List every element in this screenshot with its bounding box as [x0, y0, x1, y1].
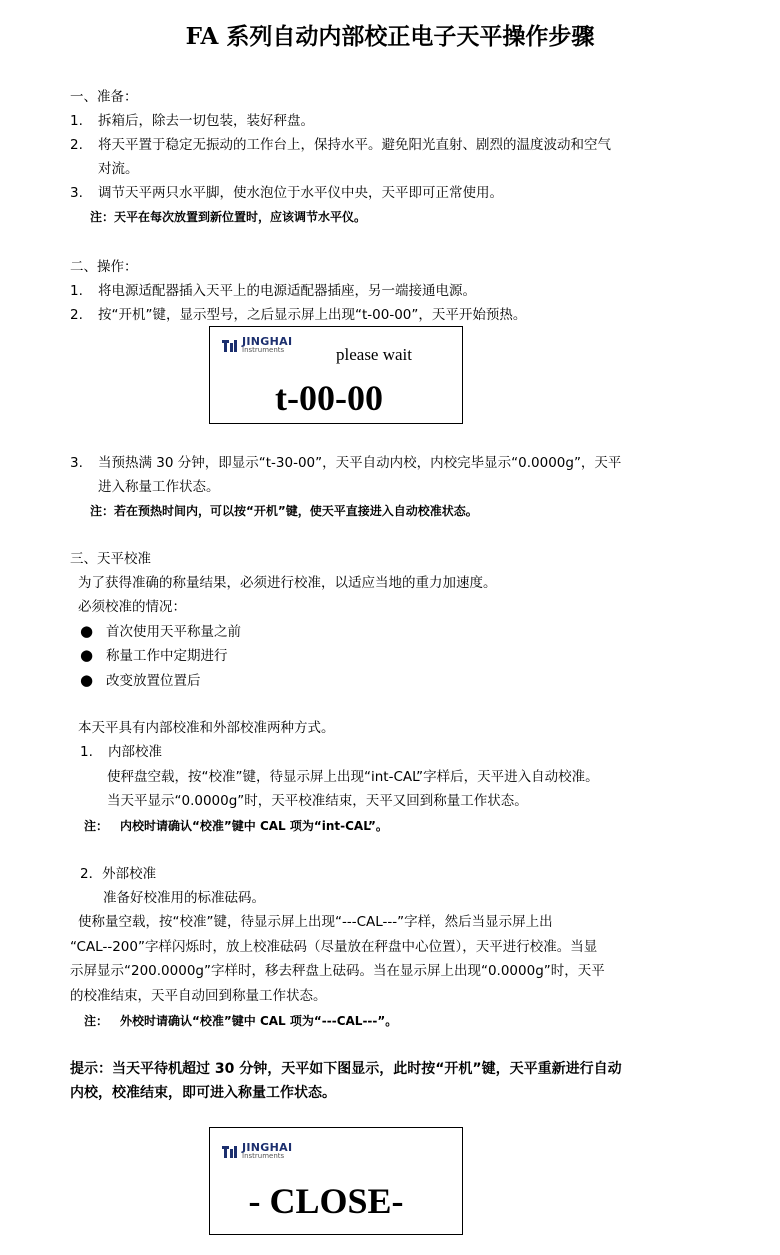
note: 注： 外校时请确认“校准”键中 CAL 项为“---CAL---”。	[84, 1014, 398, 1028]
list-item-continued: 进入称量工作状态。	[98, 479, 220, 495]
paragraph: 示屏显示“200.0000g”字样时，移去秤盘上砝码。当在显示屏上出现“0.0000g”时，天平	[70, 963, 605, 979]
bullet-icon: ●	[80, 646, 94, 664]
bullet-icon: ●	[80, 671, 94, 689]
paragraph: 使秤盘空载，按“校准”键，待显示屏上出现“int-CAL”字样后，天平进入自动校准。	[107, 769, 599, 785]
balance-display-panel-close	[209, 1127, 463, 1235]
list-item: 3. 当预热满 30 分钟，即显示“t-30-00”，天平自动内校，内校完毕显示“0.0000g”，天平	[70, 455, 622, 471]
brand-logo	[222, 1143, 292, 1161]
list-item: 3. 调节天平两只水平脚，使水泡位于水平仪中央，天平即可正常使用。	[70, 185, 503, 201]
display-message: please wait	[336, 345, 412, 364]
bullet-icon: ●	[80, 622, 94, 640]
display-reading: - CLOSE-	[248, 1181, 404, 1221]
paragraph: 使称量空载，按“校准”键，待显示屏上出现“---CAL---”字样，然后当显示屏上出	[78, 914, 553, 930]
note: 注：天平在每次放置到新位置时，应该调节水平仪。	[90, 210, 367, 224]
brand-subtitle: Instruments	[242, 1152, 285, 1160]
brand-logo	[222, 337, 292, 355]
jinghai-logo-icon	[222, 338, 238, 354]
tip-text: 内校，校准结束，即可进入称量工作状态。	[70, 1085, 336, 1101]
list-item: 2. 按“开机”键，显示型号，之后显示屏上出现“t-00-00”，天平开始预热。	[70, 307, 527, 323]
paragraph: 必须校准的情况：	[78, 599, 186, 615]
paragraph: “CAL--200”字样闪烁时，放上校准砝码（尽量放在秤盘中心位置），天平进行校准。当显	[70, 939, 598, 955]
brand-name: JINGHAI	[242, 335, 293, 348]
paragraph: 的校准结束，天平自动回到称量工作状态。	[70, 988, 327, 1004]
note: 注：若在预热时间内，可以按“开机”键，使天平直接进入自动校准状态。	[90, 504, 478, 518]
section-1-heading: 一、准备：	[70, 89, 138, 105]
bullet-item: ● 首次使用天平称量之前	[80, 622, 241, 640]
bullet-item: ● 改变放置位置后	[80, 671, 201, 689]
paragraph: 为了获得准确的称量结果，必须进行校准，以适应当地的重力加速度。	[78, 575, 497, 591]
list-item: 1. 将电源适配器插入天平上的电源适配器插座，另一端接通电源。	[70, 283, 476, 299]
paragraph: 准备好校准用的标准砝码。	[103, 890, 265, 906]
tip-text: 提示：当天平待机超过 30 分钟，天平如下图显示，此时按“开机”键，天平重新进行自动	[70, 1061, 622, 1077]
display-reading: t-00-00	[275, 378, 383, 418]
balance-display-panel	[209, 326, 463, 424]
section-3-heading: 三、天平校准	[70, 551, 151, 567]
list-item: 对流。	[98, 161, 139, 177]
brand-subtitle: Instruments	[242, 346, 285, 354]
subsection-heading: 1. 内部校准	[80, 744, 162, 760]
subsection-heading: 2．外部校准	[80, 866, 157, 882]
brand-name: JINGHAI	[242, 1141, 293, 1154]
page-title: FA 系列自动内部校正电子天平操作步骤	[185, 23, 595, 50]
paragraph: 本天平具有内部校准和外部校准两种方式。	[78, 720, 335, 736]
list-item: 1. 拆箱后，除去一切包装，装好秤盘。	[70, 113, 314, 129]
list-item: 2. 将天平置于稳定无振动的工作台上，保持水平。避免阳光直射、剧烈的温度波动和空气	[70, 137, 611, 153]
bullet-item: ● 称量工作中定期进行	[80, 646, 228, 664]
note: 注： 内校时请确认“校准”键中 CAL 项为“int-CAL”。	[84, 819, 388, 833]
paragraph: 当天平显示“0.0000g”时，天平校准结束，天平又回到称量工作状态。	[107, 793, 528, 809]
jinghai-logo-icon	[222, 1144, 238, 1160]
section-2-heading: 二、操作：	[70, 259, 138, 275]
